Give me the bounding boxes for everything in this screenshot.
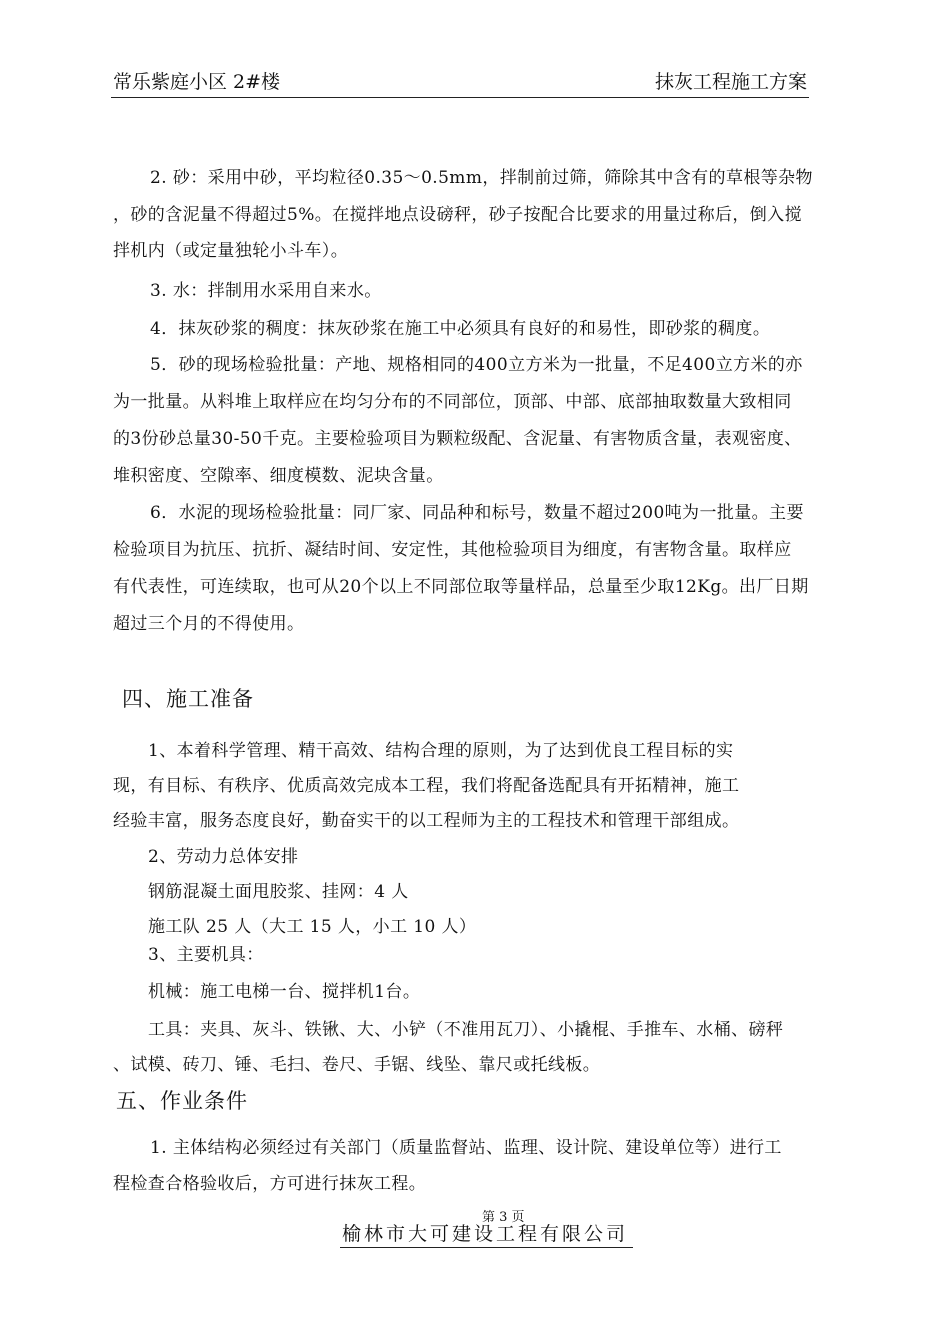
section-4-item-3: 3、主要机具： bbox=[148, 945, 264, 965]
header-rule bbox=[111, 97, 809, 98]
section-4-item-1-line-2: 现，有目标、有秩序、优质高效完成本工程，我们将配备选配具有开拓精神，施工 bbox=[113, 776, 740, 796]
section-4-item-3-tools-line-1: 工具：夹具、灰斗、铁锹、大、小铲（不准用瓦刀）、小撬棍、手推车、水桶、磅秤 bbox=[148, 1020, 784, 1040]
section-4-item-3-tools-line-2: 、试模、砖刀、锤、毛扫、卷尺、手锯、线坠、靠尺或托线板。 bbox=[113, 1055, 601, 1075]
section-4-item-1-line-3: 经验丰富，服务态度良好，勤奋实干的以工程师为主的工程技术和管理干部组成。 bbox=[113, 811, 740, 831]
paragraph-4: 4．抹灰砂浆的稠度：抹灰砂浆在施工中必须具有良好的和易性，即砂浆的稠度。 bbox=[150, 319, 771, 339]
paragraph-6-line-4: 超过三个月的不得使用。 bbox=[113, 614, 305, 634]
paragraph-2-line-1: 2. 砂：采用中砂，平均粒径0.35～0.5mm，拌制前过筛，筛除其中含有的草根等杂物 bbox=[150, 168, 813, 188]
paragraph-5-line-2: 为一批量。从料堆上取样应在均匀分布的不同部位，顶部、中部、底部抽取数量大致相同 bbox=[113, 392, 792, 412]
page-number: 第 3 页 bbox=[482, 1210, 525, 1225]
paragraph-5-line-3: 的3份砂总量30-50千克。主要检验项目为颗粒级配、含泥量、有害物质含量，表观密度、 bbox=[113, 429, 802, 449]
section-4-item-1-line-1: 1、本着科学管理、精干高效、结构合理的原则，为了达到优良工程目标的实 bbox=[148, 741, 734, 761]
footer-rule bbox=[340, 1247, 633, 1248]
paragraph-3: 3. 水：拌制用水采用自来水。 bbox=[150, 281, 382, 301]
paragraph-6-line-2: 检验项目为抗压、抗折、凝结时间、安定性，其他检验项目为细度，有害物含量。取样应 bbox=[113, 540, 792, 560]
section-5-item-1-line-2: 程检查合格验收后，方可进行抹灰工程。 bbox=[113, 1174, 427, 1194]
section-4-item-2-labor-b: 施工队 25 人（大工 15 人，小工 10 人） bbox=[148, 917, 477, 937]
paragraph-5-line-1: 5．砂的现场检验批量：产地、规格相同的400立方米为一批量，不足400立方米的亦 bbox=[150, 355, 803, 375]
paragraph-6-line-3: 有代表性，可连续取，也可从20个以上不同部位取等量样品，总量至少取12Kg。出厂日期 bbox=[113, 577, 809, 597]
header-right: 抹灰工程施工方案 bbox=[655, 71, 808, 93]
paragraph-6-line-1: 6．水泥的现场检验批量：同厂家、同品种和标号，数量不超过200吨为一批量。主要 bbox=[150, 503, 804, 523]
section-4-heading: 四、施工准备 bbox=[122, 687, 254, 711]
section-4-item-3-machinery: 机械：施工电梯一台、搅拌机1台。 bbox=[148, 982, 421, 1002]
paragraph-2-line-3: 拌机内（或定量独轮小斗车）。 bbox=[113, 241, 349, 261]
section-4-item-2: 2、劳动力总体安排 bbox=[148, 847, 299, 867]
section-5-heading: 五、作业条件 bbox=[116, 1089, 248, 1113]
section-5-item-1-line-1: 1. 主体结构必须经过有关部门（质量监督站、监理、设计院、建设单位等）进行工 bbox=[150, 1138, 782, 1158]
section-4-item-2-labor-a: 钢筋混凝土面甩胶浆、挂网：4 人 bbox=[148, 882, 409, 902]
paragraph-5-line-4: 堆积密度、空隙率、细度模数、泥块含量。 bbox=[113, 466, 444, 486]
paragraph-2-line-2: ，砂的含泥量不得超过5%。在搅拌地点设磅秤，砂子按配合比要求的用量过称后，倒入搅 bbox=[113, 205, 802, 225]
company-name: 榆林市大可建设工程有限公司 bbox=[342, 1223, 629, 1245]
header-left: 常乐紫庭小区 2#楼 bbox=[113, 71, 281, 93]
